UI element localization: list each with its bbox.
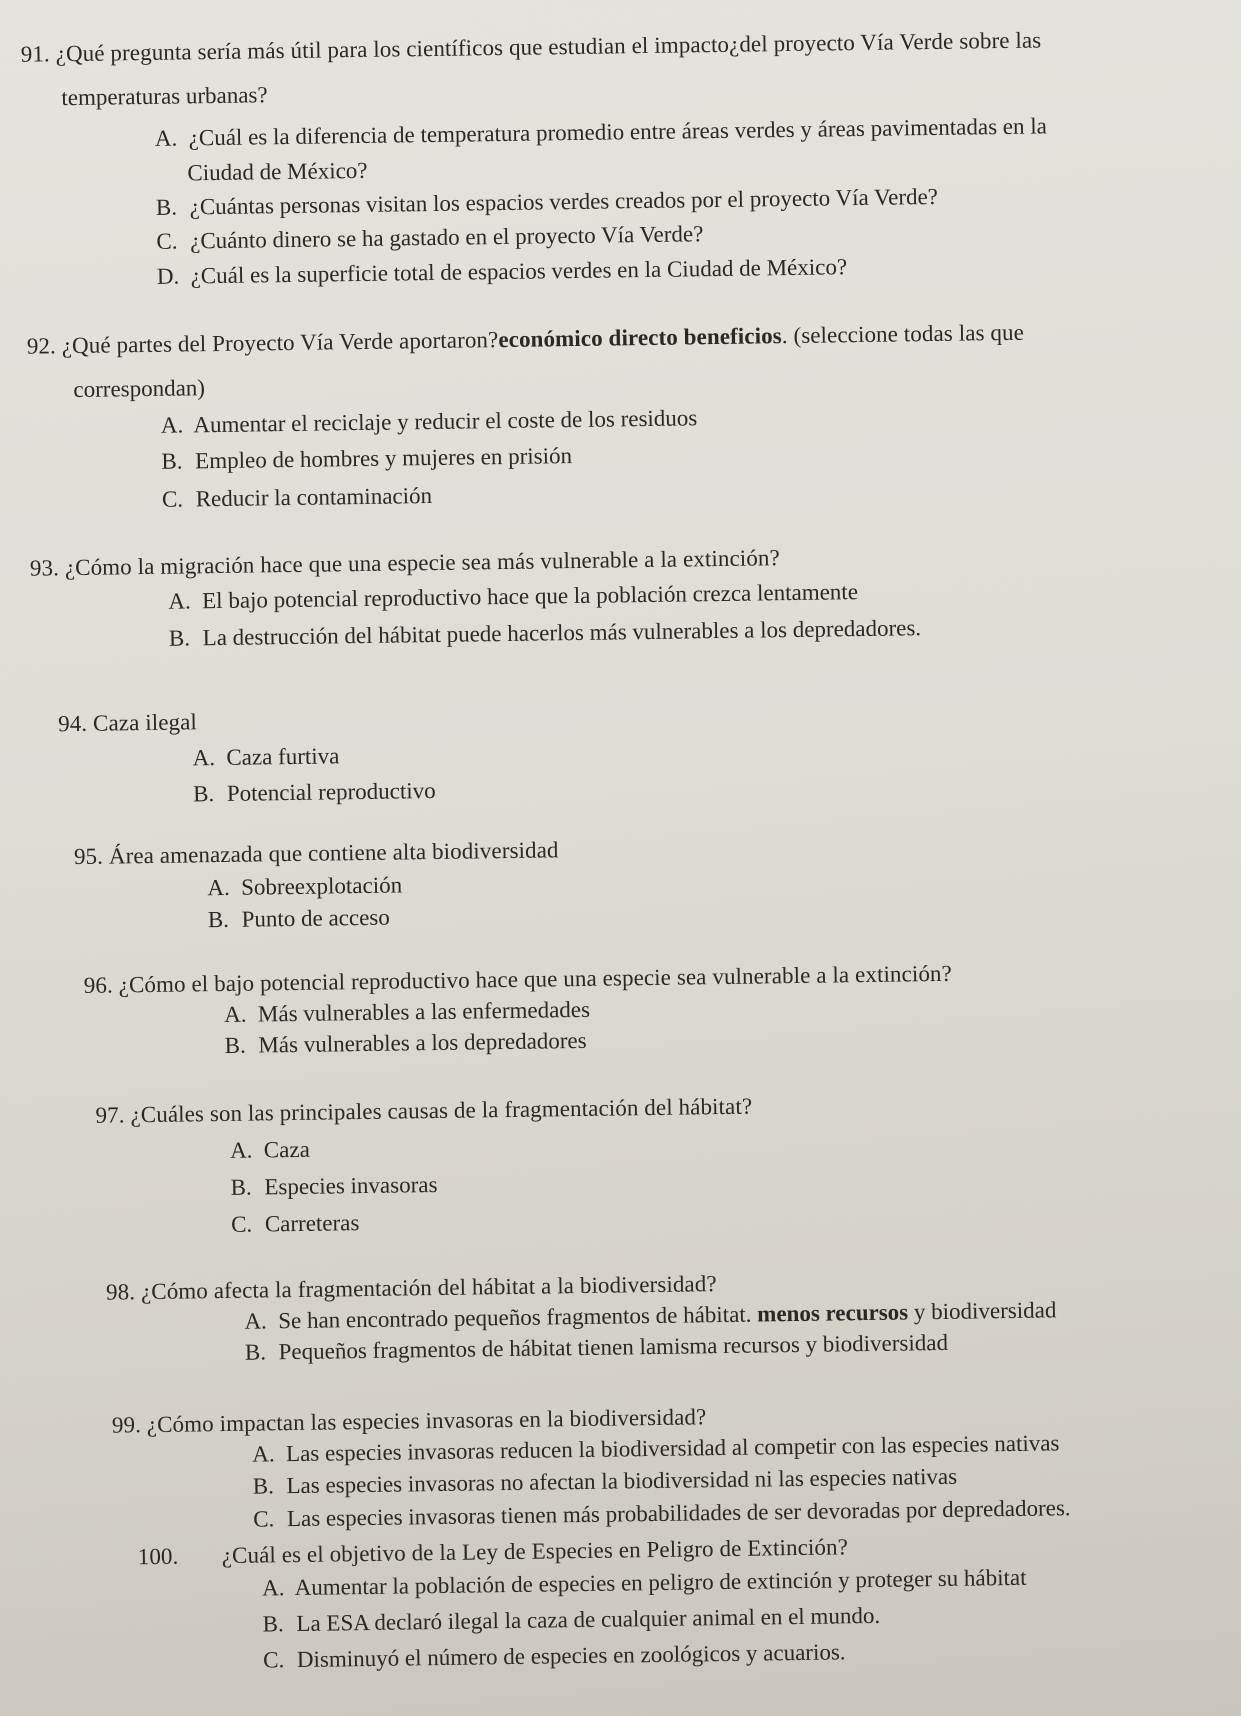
option-100-a [262,1563,1027,1604]
option-text: La ESA declaró ilegal la caza de cualquier animal en el mundo. [296,1602,881,1637]
option-100-b [262,1601,880,1640]
question-92 [27,318,1025,362]
question-number: 100. [137,1543,179,1570]
option-text: ¿Cuántas personas visitan los espacios verdes creados por el proyecto Vía Verde? [189,183,939,220]
option-letter: B. [262,1611,284,1637]
question-number: 91. [20,41,50,67]
option-letter: B. [192,781,215,807]
question-text: ¿Cómo afecta la fragmentación del hábitat a la biodiversidad? [140,1271,717,1305]
question-96 [84,959,953,1001]
option-letter: B. [161,448,183,474]
option-91-a [155,111,1047,153]
option-letter: A. [160,412,184,438]
question-91-cont: temperaturas urbanas? [61,82,268,111]
option-letter: A. [229,1137,253,1163]
option-text-post: y biodiversidad [907,1297,1057,1325]
option-text-pre: Se han encontrado pequeños fragmentos de hábitat. [278,1301,758,1334]
option-96-a [224,995,590,1030]
option-text: ¿Cuál es la diferencia de temperatura promedio entre áreas verdes y áreas pavimentadas en la [188,113,1048,151]
option-100-c [263,1637,846,1675]
question-number: 93. [29,555,60,581]
option-letter: A. [154,125,178,151]
option-letter: B. [244,1339,267,1365]
option-text: Caza [263,1136,310,1163]
option-letter: C. [230,1211,253,1237]
question-text-bold: económico directo beneficios [498,323,782,353]
question-number: 94. [57,710,88,737]
option-text: Reducir la contaminación [195,483,433,512]
option-text: Las especies invasoras no afectan la biodiversidad ni las especies nativas [286,1463,958,1499]
option-text-bold: menos recursos [757,1299,909,1327]
option-text: Pequeños fragmentos de hábitat tienen lamisma recursos y biodiversidad [278,1329,949,1365]
question-92-cont: correspondan) [73,375,206,403]
option-92-b [161,441,572,477]
question-text: ¿Cómo la migración hace que una especie sea más vulnerable a la extinción? [64,545,780,581]
option-letter: D. [156,263,180,289]
option-letter: C. [161,486,184,512]
option-letter: C. [156,228,178,254]
option-letter: A. [244,1308,268,1334]
question-number: 97. [95,1102,125,1128]
question-text: ¿Qué pregunta sería más útil para los científicos que estudian el impacto¿del proyecto Vía Verde sobre las [55,27,1042,67]
question-text-post: . (seleccione todas las que [781,319,1025,349]
question-text: Área amenazada que contiene alta biodiversidad [108,837,559,869]
option-95-b [208,903,390,936]
option-text: Las especies invasoras tienen más probabilidades de ser devoradas por depredadores. [286,1495,1071,1532]
option-letter: A. [207,874,230,901]
question-text: ¿Cuáles son las principales causas de la fragmentación del hábitat? [130,1093,753,1128]
option-letter: B. [224,1032,246,1058]
option-text: Sobreexplotación [240,872,403,900]
option-text: El bajo potencial reproductivo hace que la población crezca lentamente [201,579,859,614]
option-92-c [162,481,432,515]
question-text: ¿Cómo impactan las especies invasoras en la biodiversidad? [146,1404,707,1438]
option-text: Empleo de hombres y mujeres en prisión [195,443,573,474]
option-text: Potencial reproductivo [226,777,436,806]
option-91-a-cont: Ciudad de México? [187,157,368,186]
question-text: ¿Cuál es el objetivo de la Ley de Especies en Peligro de Extinción? [221,1534,849,1569]
option-text: La destrucción del hábitat puede hacerlos más vulnerables a los depredadores. [202,615,922,651]
option-94-b [193,776,436,809]
question-95 [74,835,559,872]
question-text: ¿Cómo el bajo potencial reproductivo hace que una especie sea vulnerable a la extinción? [118,960,953,998]
option-text: Las especies invasoras reducen la biodiversidad al competir con las especies nativas [285,1430,1060,1467]
option-text: Disminuyó el número de especies en zoológicos y acuarios. [296,1639,846,1673]
question-number: 98. [105,1279,136,1305]
option-text: ¿Cuál es la superficie total de espacios verdes en la Ciudad de México? [190,254,848,289]
option-text: ¿Cuánto dinero se ha gastado en el proyecto Vía Verde? [189,221,704,254]
question-93 [30,543,780,583]
question-94 [58,707,197,739]
option-letter: B. [155,194,178,220]
option-91-d [157,252,848,292]
option-97-b [230,1170,437,1203]
option-92-a [161,403,698,440]
option-text: Más vulnerables a las enfermedades [257,996,591,1027]
option-97-c [231,1208,360,1240]
option-91-b [156,182,938,223]
question-number: 96. [83,972,114,998]
option-text: Aumentar el reciclaje y reducir el coste de los residuos [193,405,698,438]
option-text: Carreteras [264,1210,360,1237]
option-95-a [207,870,402,903]
option-91-c [156,219,703,257]
option-letter: B. [252,1473,275,1499]
option-letter: C. [253,1506,275,1532]
option-96-b [224,1026,586,1061]
option-letter: A. [192,745,216,771]
question-97 [95,1092,752,1131]
option-text: Aumentar la población de especies en peligro de extinción y proteger su hábitat [294,1564,1027,1601]
option-letter: B. [168,625,191,651]
option-text: Más vulnerables a los depredadores [258,1027,587,1058]
option-text: Especies invasoras [264,1172,438,1200]
question-number: 99. [111,1412,142,1438]
question-number: 95. [73,843,104,870]
question-number: 92. [26,333,57,359]
option-text: Punto de acceso [241,904,390,932]
option-letter: A. [252,1441,275,1467]
option-letter: B. [230,1174,252,1200]
option-94-a [192,741,339,773]
option-letter: A. [224,1001,247,1027]
option-letter: B. [207,906,230,933]
question-text: Caza ilegal [92,709,198,736]
question-91 [21,25,1042,69]
option-letter: C. [263,1647,285,1673]
option-text: Caza furtiva [226,743,340,770]
question-text-pre: ¿Qué partes del Proyecto Vía Verde aportaron? [61,327,499,359]
option-letter: A. [168,588,191,614]
option-letter: A. [262,1575,285,1601]
option-97-a [230,1135,310,1166]
option-93-b [169,613,922,653]
option-93-a [168,577,858,617]
